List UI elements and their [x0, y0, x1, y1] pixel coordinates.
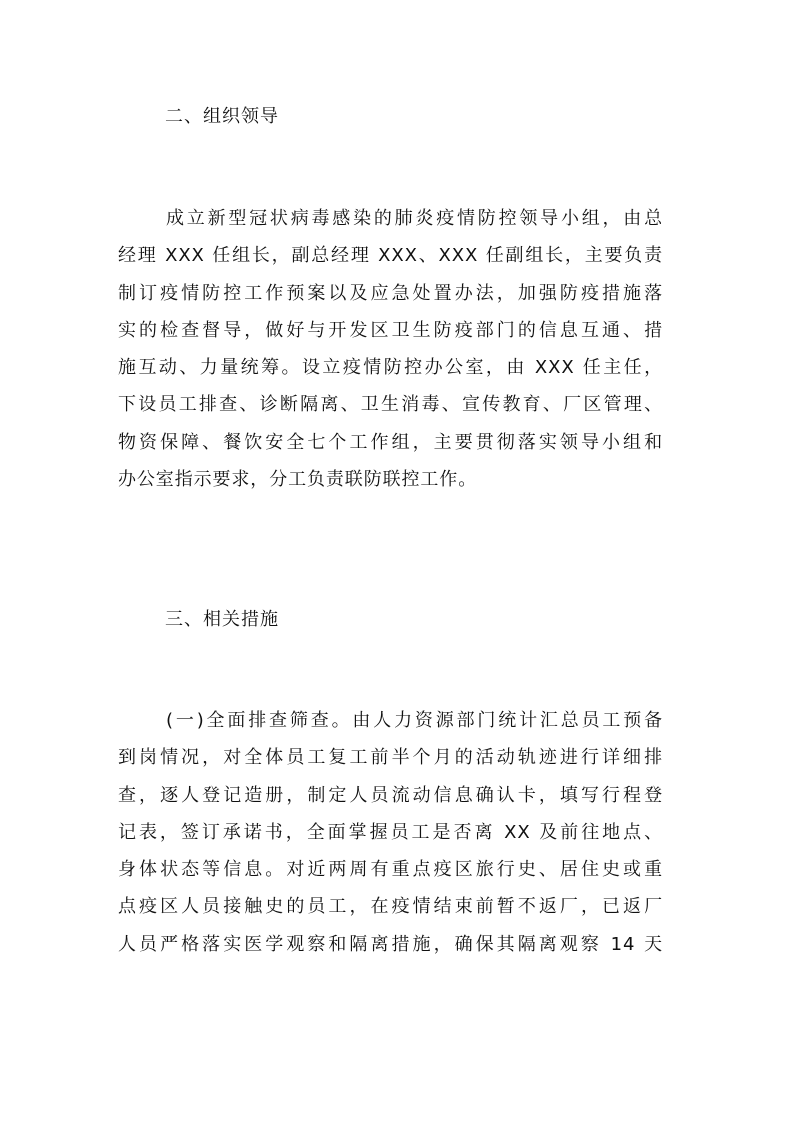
paragraph-line: 查，逐人登记造册，制定人员流动信息确认卡，填写行程登: [118, 784, 663, 806]
section-heading-measures: 三、相关措施: [165, 609, 279, 630]
paragraph-line: 记表，签订承诺书，全面掌握员工是否离 XX 及前往地点、: [118, 821, 663, 843]
paragraph-line: 成立新型冠状病毒感染的肺炎疫情防控领导小组，由总: [166, 208, 663, 229]
paragraph-line: 物资保障、餐饮安全七个工作组，主要贯彻落实领导小组和: [118, 431, 663, 453]
paragraph-line: 人员严格落实医学观察和隔离措施，确保其隔离观察 14 天: [118, 933, 663, 955]
paragraph-line: 身体状态等信息。对近两周有重点疫区旅行史、居住史或重: [118, 859, 663, 881]
section-heading-organization: 二、组织领导: [165, 106, 279, 127]
paragraph-organization: [118, 200, 663, 498]
paragraph-line: 制订疫情防控工作预案以及应急处置办法，加强防疫措施落: [118, 282, 663, 304]
paragraph-line: 办公室指示要求，分工负责联防联控工作。: [118, 469, 478, 491]
paragraph-line: 下设员工排查、诊断隔离、卫生消毒、宣传教育、厂区管理、: [118, 394, 663, 416]
paragraph-screening: [118, 702, 663, 963]
paragraph-line: (一)全面排查筛查。由人力资源部门统计汇总员工预备: [166, 710, 663, 731]
paragraph-line: 实的检查督导，做好与开发区卫生防疫部门的信息互通、措: [118, 319, 663, 341]
paragraph-line: 点疫区人员接触史的员工，在疫情结束前暂不返厂，已返厂: [118, 896, 663, 918]
paragraph-line: 到岗情况，对全体员工复工前半个月的活动轨迹进行详细排: [118, 747, 663, 769]
paragraph-line: 施互动、力量统筹。设立疫情防控办公室，由 XXX 任主任，: [118, 357, 663, 379]
paragraph-line: 经理 XXX 任组长，副总经理 XXX、XXX 任副组长，主要负责: [118, 245, 663, 267]
